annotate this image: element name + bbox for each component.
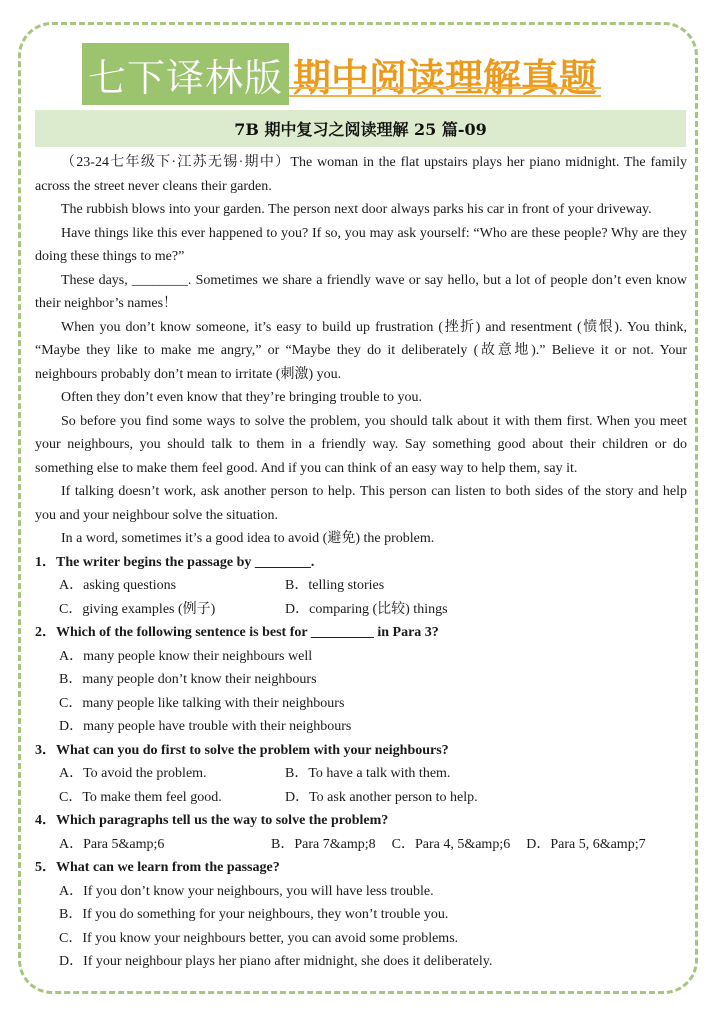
page-title	[289, 43, 601, 105]
passage-paragraph: （23-24七年级下·江苏无锡·期中）The woman in the flat upstairs plays her piano midnight. The family across the street never cleans their garden.	[35, 155, 687, 194]
passage-paragraph: In a word, sometimes it’s a good idea to avoid (避免) the problem.	[61, 531, 435, 546]
option-d: D．To ask another person to help.	[285, 789, 478, 805]
passage-paragraph: When you don’t know someone, it’s easy to build up frustration (挫折) and resentment (愤恨). You think, “Maybe they like to make me angry,” or “Maybe they do it deliberately (故意地).” Believe it or not. Your neighbours probably don’t mean to irritate (刺激) you.	[35, 319, 687, 382]
option-c: C．Para 4, 5&amp;6	[391, 836, 511, 852]
option-c: C．If you know your neighbours better, you can avoid some problems.	[59, 930, 459, 946]
passage-paragraph: Have things like this ever happened to you? If so, you may ask yourself: “Who are these people? Why are they doing these things to me?”	[35, 225, 687, 264]
title-underline	[289, 87, 601, 97]
document-body	[35, 151, 687, 974]
options-row	[59, 833, 687, 857]
passage-paragraph: The rubbish blows into your garden. The person next door always parks his car in front of your driveway.	[61, 202, 652, 217]
passage-paragraph: Often they don’t even know that they’re bringing trouble to you.	[61, 390, 422, 405]
option-a: A．If you don’t know your neighbours, you will have less trouble.	[59, 883, 434, 899]
option-a: A．asking questions	[59, 578, 177, 593]
question-3: 3．What can you do first to solve the problem with your neighbours?	[35, 742, 449, 758]
page-title-text: 期中阅读理解真题	[293, 54, 598, 100]
question-2: 2．Which of the following sentence is best for _________ in Para 3?	[35, 625, 439, 640]
options-row	[59, 574, 687, 598]
option-c: C．To make them feel good.	[59, 789, 222, 805]
question-1: 1．The writer begins the passage by ________.	[35, 554, 315, 570]
option-b: B．If you do something for your neighbours, they won’t trouble you.	[59, 907, 449, 922]
question-4: 4．Which paragraphs tell us the way to solve the problem?	[35, 813, 389, 828]
option-c: C．giving examples (例子)	[59, 601, 216, 617]
options-row	[59, 598, 687, 622]
subtitle-bar	[35, 110, 686, 147]
option-b: B．many people don’t know their neighbours	[59, 672, 317, 687]
option-a: A．Para 5&amp;6	[59, 836, 165, 852]
option-b: B．To have a talk with them.	[285, 766, 451, 781]
passage-paragraph: If talking doesn’t work, ask another person to help. This person can listen to both sides of the story and help you and your neighbour solve the situation.	[35, 484, 687, 523]
option-d: D．Para 5, 6&amp;7	[526, 836, 646, 852]
option-b: B．telling stories	[285, 578, 385, 593]
page-header	[82, 43, 601, 105]
passage-paragraph: These days, ________. Sometimes we share a friendly wave or say hello, but a lot of people don’t even know their neighbor’s names！	[35, 272, 687, 311]
question-5: 5．What can we learn from the passage?	[35, 860, 280, 875]
options-row	[59, 762, 687, 786]
options-row	[59, 786, 687, 810]
option-b: B．Para 7&amp;8	[271, 836, 376, 852]
option-a: A．many people know their neighbours well	[59, 648, 313, 664]
option-d: D．comparing (比较) things	[285, 601, 448, 617]
passage-paragraph: So before you find some ways to solve the problem, you should talk about it with them first. When you meet your neighbours, you should talk to them in a friendly way. Say something good about their children or do something else to make them feel good. And if you can think of an easy way to help them, say it.	[35, 413, 687, 476]
option-d: D．If your neighbour plays her piano after midnight, she does it deliberately.	[59, 954, 493, 969]
subtitle-text: 7B 期中复习之阅读理解 25 篇-09	[234, 120, 487, 139]
option-c: C．many people like talking with their neighbours	[59, 695, 345, 711]
option-a: A．To avoid the problem.	[59, 766, 207, 781]
brand-label: 七下译林版	[82, 43, 289, 105]
option-d: D．many people have trouble with their neighbours	[59, 719, 352, 734]
